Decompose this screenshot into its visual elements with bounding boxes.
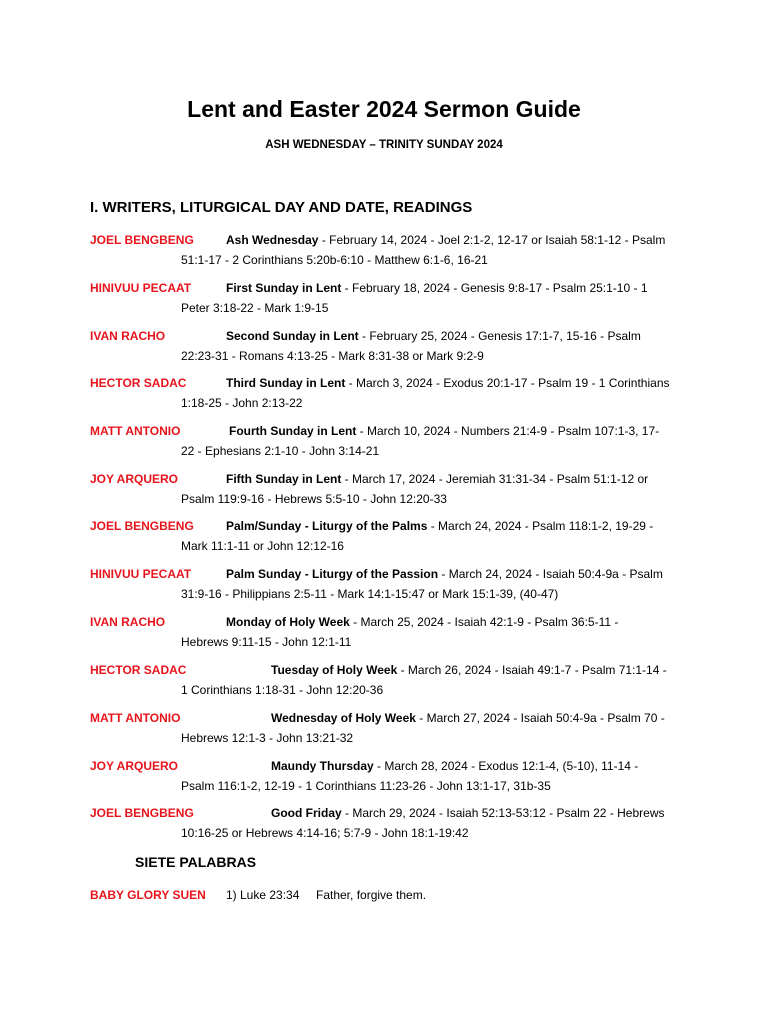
- writer-name: HECTOR SADAC: [90, 376, 187, 390]
- reading-text: - March 26, 2024 - Isaiah 49:1-7 - Psalm 71:1-14 -: [397, 663, 667, 677]
- reading-second-line: 51:1-17 - 2 Corinthians 5:20b-6:10 - Matthew 6:1-6, 16-21: [181, 253, 488, 267]
- reading-text: - March 28, 2024 - Exodus 12:1-4, (5-10), 11-14 -: [373, 759, 639, 773]
- reading-text: - March 17, 2024 - Jeremiah 31:31-34 - Psalm 51:1-12 or: [341, 472, 649, 486]
- writer-name: HINIVUU PECAAT: [90, 567, 192, 581]
- liturgical-day: Palm Sunday - Liturgy of the Passion: [226, 567, 439, 581]
- reading-second-line: Psalm 119:9-16 - Hebrews 5:5-10 - John 12:20-33: [181, 492, 447, 506]
- reading-first-line: [229, 421, 659, 441]
- reading-first-line: [271, 756, 638, 776]
- reading-second-line: Psalm 116:1-2, 12-19 - 1 Corinthians 11:23-26 - John 13:1-17, 31b-35: [181, 779, 551, 793]
- reading-second-line: 10:16-25 or Hebrews 4:14-16; 5:7-9 - John 18:1-19:42: [181, 826, 469, 840]
- reading-second-line: Hebrews 12:1-3 - John 13:21-32: [181, 731, 354, 745]
- word-writer: BABY GLORY SUEN: [90, 888, 206, 902]
- writer-name: HECTOR SADAC: [90, 663, 187, 677]
- reading-second-line: 22:23-31 - Romans 4:13-25 - Mark 8:31-38 or Mark 9:2-9: [181, 349, 484, 363]
- reading-first-line: [271, 708, 665, 728]
- reading-text: - March 10, 2024 - Numbers 21:4-9 - Psalm 107:1-3, 17-: [356, 424, 660, 438]
- reading-second-line: 22 - Ephesians 2:1-10 - John 3:14-21: [181, 444, 380, 458]
- reading-text: - March 25, 2024 - Isaiah 42:1-9 - Psalm 36:5-11 -: [349, 615, 619, 629]
- reading-text: - February 25, 2024 - Genesis 17:1-7, 15-16 - Psalm: [358, 329, 641, 343]
- writer-name: HINIVUU PECAAT: [90, 281, 192, 295]
- section-heading: I. WRITERS, LITURGICAL DAY AND DATE, READINGS: [90, 199, 473, 216]
- reading-first-line: [271, 803, 665, 823]
- reading-first-line: [271, 660, 667, 680]
- writer-name: JOEL BENGBENG: [90, 806, 194, 820]
- reading-first-line: [226, 564, 663, 584]
- liturgical-day: Fourth Sunday in Lent: [229, 424, 357, 438]
- liturgical-day: Palm/Sunday - Liturgy of the Palms: [226, 519, 428, 533]
- reading-second-line: 1:18-25 - John 2:13-22: [181, 396, 303, 410]
- reading-first-line: [226, 469, 648, 489]
- liturgical-day: Third Sunday in Lent: [226, 376, 346, 390]
- writer-name: JOEL BENGBENG: [90, 233, 194, 247]
- reading-text: - March 29, 2024 - Isaiah 52:13-53:12 - Psalm 22 - Hebrews: [341, 806, 665, 820]
- liturgical-day: Good Friday: [271, 806, 342, 820]
- siete-palabras-heading: SIETE PALABRAS: [135, 854, 257, 870]
- document-title: Lent and Easter 2024 Sermon Guide: [187, 96, 581, 122]
- reading-first-line: [226, 230, 665, 250]
- reading-text: - March 24, 2024 - Psalm 118:1-2, 19-29 -: [427, 519, 654, 533]
- reading-text: - March 27, 2024 - Isaiah 50:4-9a - Psalm 70 -: [415, 711, 665, 725]
- writer-name: IVAN RACHO: [90, 615, 166, 629]
- reading-first-line: [226, 373, 670, 393]
- writer-name: JOEL BENGBENG: [90, 519, 194, 533]
- reading-second-line: 31:9-16 - Philippians 2:5-11 - Mark 14:1-15:47 or Mark 15:1-39, (40-47): [181, 587, 559, 601]
- writer-name: JOY ARQUERO: [90, 759, 179, 773]
- reading-second-line: 1 Corinthians 1:18-31 - John 12:20-36: [181, 683, 384, 697]
- liturgical-day: Monday of Holy Week: [226, 615, 350, 629]
- word-reference: 1) Luke 23:34: [226, 888, 300, 902]
- reading-first-line: [226, 326, 641, 346]
- reading-second-line: Hebrews 9:11-15 - John 12:1-11: [181, 635, 352, 649]
- liturgical-day: Maundy Thursday: [271, 759, 374, 773]
- writer-name: IVAN RACHO: [90, 329, 166, 343]
- liturgical-day: Fifth Sunday in Lent: [226, 472, 342, 486]
- liturgical-day: Wednesday of Holy Week: [271, 711, 416, 725]
- writer-name: JOY ARQUERO: [90, 472, 179, 486]
- reading-first-line: [226, 278, 648, 298]
- reading-second-line: Peter 3:18-22 - Mark 1:9-15: [181, 301, 329, 315]
- writer-name: MATT ANTONIO: [90, 711, 181, 725]
- word-text: Father, forgive them.: [316, 888, 427, 902]
- reading-first-line: [226, 612, 618, 632]
- liturgical-day: Tuesday of Holy Week: [271, 663, 398, 677]
- reading-text: - February 18, 2024 - Genesis 9:8-17 - Psalm 25:1-10 - 1: [341, 281, 648, 295]
- reading-text: - February 14, 2024 - Joel 2:1-2, 12-17 or Isaiah 58:1-12 - Psalm: [318, 233, 666, 247]
- reading-text: - March 3, 2024 - Exodus 20:1-17 - Psalm 19 - 1 Corinthians: [345, 376, 670, 390]
- document-subtitle: ASH WEDNESDAY – TRINITY SUNDAY 2024: [265, 139, 503, 151]
- reading-second-line: Mark 11:1-11 or John 12:12-16: [181, 539, 344, 553]
- reading-text: - March 24, 2024 - Isaiah 50:4-9a - Psalm: [438, 567, 663, 581]
- liturgical-day: First Sunday in Lent: [226, 281, 342, 295]
- liturgical-day: Second Sunday in Lent: [226, 329, 359, 343]
- liturgical-day: Ash Wednesday: [226, 233, 319, 247]
- reading-first-line: [226, 516, 653, 536]
- writer-name: MATT ANTONIO: [90, 424, 181, 438]
